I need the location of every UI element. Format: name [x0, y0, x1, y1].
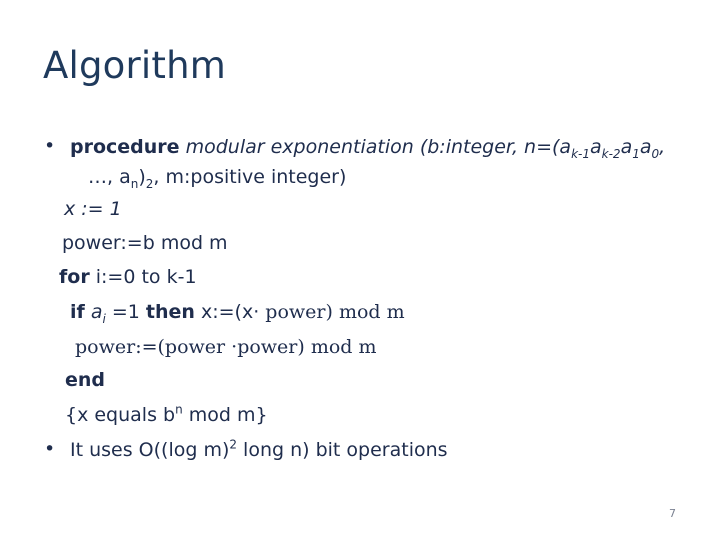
algo-signature-line-2: …, $a_n)_2$, m:positive integer)	[88, 166, 347, 191]
bullet-glyph: •	[44, 135, 56, 157]
bullet-glyph: •	[44, 438, 56, 460]
page-number: 7	[669, 507, 676, 520]
code-line-comment: {x equals $b^n$ mod m}	[65, 402, 268, 426]
code-line-square: power:=(power ·power) mod m	[75, 336, 377, 358]
algo-signature-line-1	[70, 136, 665, 159]
code-line-for: for i:=0 to k-1	[59, 266, 197, 288]
code-line-end: end	[65, 369, 106, 391]
keyword-procedure: procedure	[70, 136, 180, 158]
code-line-if: if $a_i =1$ then x:=(x· power) mod m	[70, 301, 405, 326]
complexity-line: It uses O((log m)$^2$ long n) bit operations	[70, 437, 448, 461]
procedure-name: modular exponentiation	[185, 136, 414, 158]
code-line-init-power: power:=b mod m	[62, 232, 228, 254]
code-line-init-x: x := 1	[64, 198, 122, 220]
params-part: (b:integer, $n=(a_{k-1}a_{k-2}a_1a_0$,	[413, 136, 666, 161]
slide-title: Algorithm	[43, 44, 227, 87]
